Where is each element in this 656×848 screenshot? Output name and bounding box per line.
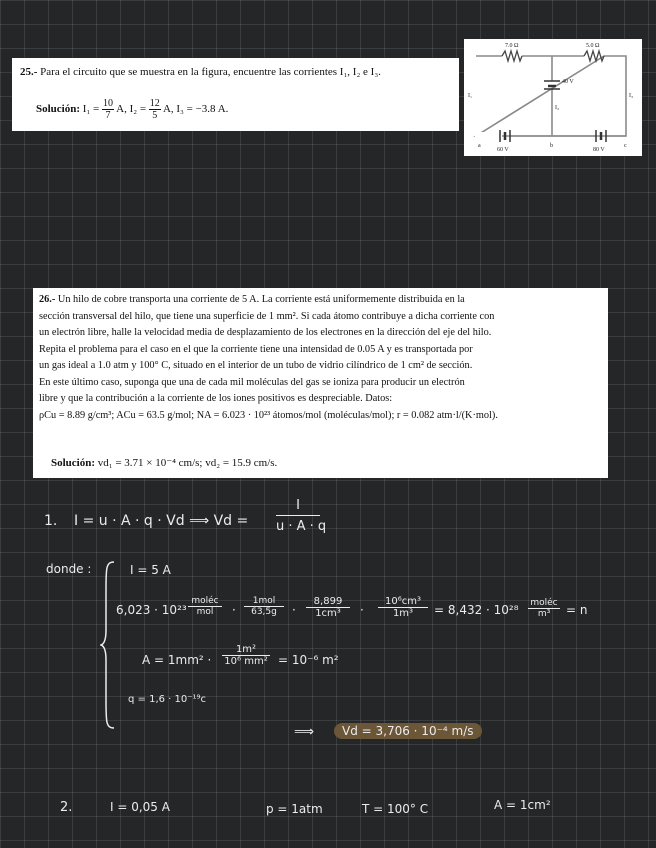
n-factor-4-den: 1m³ bbox=[392, 608, 414, 619]
solution-label: Solución: bbox=[36, 103, 81, 116]
problem-26-number: 26.- bbox=[39, 294, 56, 305]
dot-sep: · bbox=[232, 603, 236, 617]
problem-25-card bbox=[12, 58, 459, 131]
n-coefficient: 6,023 · 10²³ bbox=[116, 603, 187, 617]
p2-current: I = 0,05 A bbox=[110, 800, 170, 814]
i1-label: I₁ = bbox=[82, 103, 100, 116]
label-i1: I₁ bbox=[468, 93, 473, 99]
n-factor-3-num: 8,899 bbox=[306, 596, 350, 608]
p2-pressure: p = 1atm bbox=[266, 802, 323, 816]
charge-value: q = 1,6 · 10⁻¹⁹c bbox=[128, 694, 207, 705]
drift-velocity-equation: I = u · A · q · Vd ⟹ Vd = bbox=[74, 513, 249, 529]
label-v-right: 80 V bbox=[593, 147, 605, 153]
area-factor bbox=[222, 644, 270, 667]
i2-denominator: 5 bbox=[152, 110, 158, 121]
i3-value: I₃ = −3.8 A. bbox=[176, 103, 229, 116]
resistor-left-icon bbox=[502, 51, 522, 61]
problem-25-number: 25.- bbox=[20, 66, 38, 78]
p2-area: A = 1cm² bbox=[494, 798, 551, 812]
n-result-unit-num: moléc bbox=[528, 598, 560, 609]
current-value: I = 5 A bbox=[130, 563, 171, 577]
eq-fraction-denominator: u · A · q bbox=[276, 519, 327, 534]
eq-fraction bbox=[276, 498, 327, 534]
problem-26-card bbox=[33, 288, 608, 478]
step-number-1: 1. bbox=[44, 513, 58, 529]
circuit-figure bbox=[464, 39, 642, 156]
vd-result bbox=[334, 724, 482, 738]
n-factor-4 bbox=[378, 596, 428, 619]
n-equals: = n bbox=[566, 603, 588, 617]
eq-fraction-numerator: I bbox=[276, 498, 320, 516]
n-factor-1 bbox=[188, 596, 222, 617]
i1-unit: A, bbox=[116, 103, 127, 116]
n-factor-3 bbox=[306, 596, 350, 619]
donde-label: donde : bbox=[46, 562, 92, 576]
label-i2: I₂ bbox=[555, 105, 560, 111]
area-conversion: A = 1mm² · bbox=[142, 653, 212, 667]
label-r-left: 7.0 Ω bbox=[505, 43, 519, 49]
problem-26-statement bbox=[39, 292, 604, 424]
resistor-right-icon bbox=[584, 51, 604, 61]
problem-26-line: 26.- Un hilo de cobre transporta una corriente de 5 A. La corriente está uniformemente distribuida en la bbox=[39, 294, 465, 305]
left-gap bbox=[475, 132, 502, 140]
area-factor-num: 1m² bbox=[222, 644, 270, 656]
label-node-b: b bbox=[550, 143, 553, 149]
area-result: = 10⁻⁶ m² bbox=[278, 653, 339, 667]
i2-fraction bbox=[149, 98, 161, 121]
dot-sep: · bbox=[360, 603, 364, 617]
problem-25-solution bbox=[36, 98, 228, 121]
step-number-2: 2. bbox=[60, 800, 73, 815]
area-factor-den: 10⁶ mm² bbox=[224, 656, 268, 667]
n-factor-1-num: moléc bbox=[188, 596, 222, 607]
n-result: = 8,432 · 10²⁸ bbox=[434, 603, 519, 617]
i1-numerator: 10 bbox=[102, 98, 113, 109]
problem-25-statement bbox=[20, 66, 381, 78]
label-v-left: 60 V bbox=[497, 147, 509, 153]
i1-denominator: 7 bbox=[105, 110, 111, 121]
dot-sep: · bbox=[292, 603, 296, 617]
n-factor-4-num: 10⁶cm³ bbox=[378, 596, 428, 608]
solution-label: Solución: bbox=[51, 457, 96, 469]
problem-26-line: sección transversal del hilo, que tiene una superficie de 1 mm². Si cada átomo contribuye a dicha corriente con bbox=[39, 310, 495, 322]
n-factor-3-den: 1cm³ bbox=[315, 608, 341, 619]
problem-26-line: un gas ideal a 1.0 atm y 100° C, situado en el interior de un tubo de vidrio cilíndrico de 1 cm² de sección. bbox=[39, 360, 473, 371]
n-factor-2 bbox=[244, 596, 284, 617]
label-v-center: 40 V bbox=[562, 79, 574, 85]
n-factor-2-den: 63,5g bbox=[251, 607, 277, 617]
problem-26-line: un electrón libre, halle la velocidad media de desplazamiento de los electrones en la dirección del eje del hilo. bbox=[39, 327, 492, 338]
i2-numerator: 12 bbox=[149, 98, 160, 109]
problem-25-text: Para el circuito que se muestra en la figura, encuentre las corrientes I₁, I₂ e I₃. bbox=[40, 66, 381, 78]
implies-arrow: ⟹ bbox=[294, 724, 315, 740]
i2-label: I₂ = bbox=[129, 103, 147, 116]
brace-icon bbox=[100, 560, 118, 730]
n-result-unit-den: m³ bbox=[537, 609, 551, 619]
i2-unit: A, bbox=[162, 103, 174, 116]
n-factor-1-den: mol bbox=[196, 607, 214, 617]
problem-26-solution-values: vd₁ = 3.71 × 10⁻⁴ cm/s; vd₂ = 15.9 cm/s. bbox=[97, 457, 278, 469]
problem-26-data: ρCu = 8.89 g/cm³; ACu = 63.5 g/mol; NA = 6.023 · 10²³ átomos/mol (moléculas/mol); r = 0.082 atm·l/(K·mol). bbox=[39, 409, 498, 421]
problem-26-line: Repita el problema para el caso en el que la corriente tiene una intensidad de 0.05 A y es transportada por bbox=[39, 343, 473, 355]
label-i3: I₃ bbox=[629, 93, 634, 99]
p2-temperature: T = 100° C bbox=[362, 802, 429, 816]
label-node-c: c bbox=[624, 143, 627, 149]
problem-26-solution bbox=[51, 456, 277, 469]
n-result-unit bbox=[528, 598, 560, 619]
circuit-wires bbox=[476, 56, 626, 136]
circuit-diagram bbox=[464, 39, 642, 156]
i1-fraction bbox=[102, 98, 114, 121]
vd-result-highlight: Vd = 3,706 · 10⁻⁴ m/s bbox=[334, 723, 482, 739]
problem-26-line: En este último caso, suponga que una de cada mil moléculas del gas se ioniza para producir un electrón bbox=[39, 376, 465, 388]
label-node-a: a bbox=[478, 143, 481, 149]
problem-26-line: libre y que la contribución a la corriente de los iones positivos es despreciable. Datos: bbox=[39, 393, 393, 404]
label-r-right: 5.0 Ω bbox=[586, 43, 600, 49]
n-factor-2-num: 1mol bbox=[244, 596, 284, 607]
